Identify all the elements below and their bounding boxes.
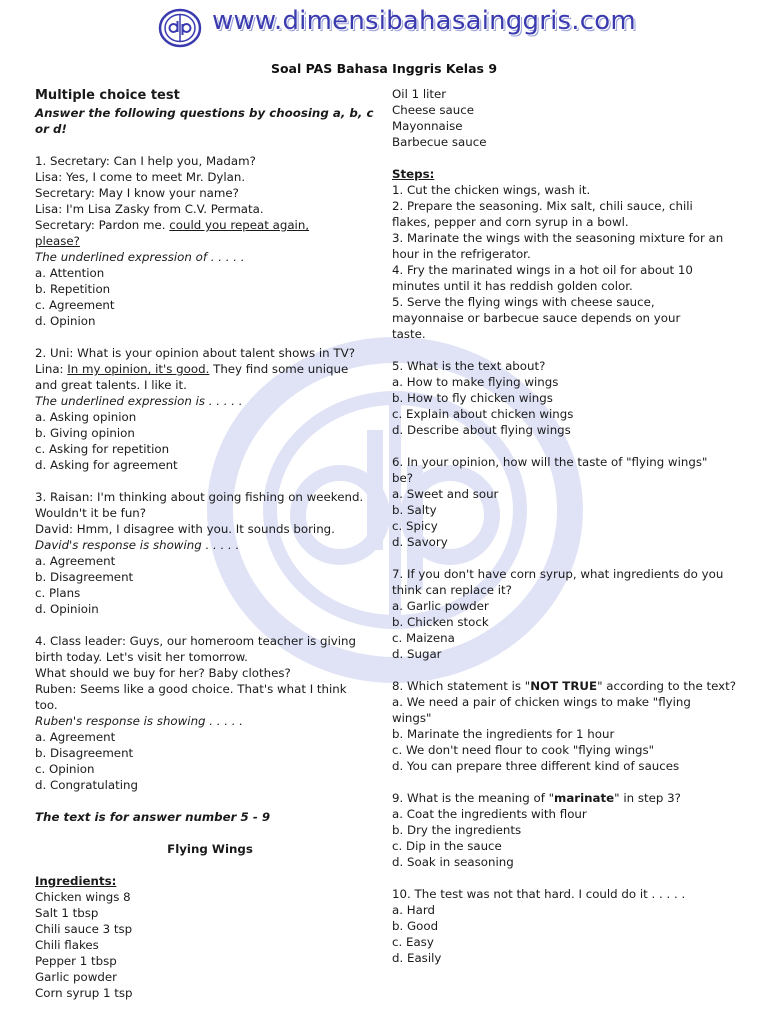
page-title: Soal PAS Bahasa Inggris Kelas 9 bbox=[270, 61, 498, 76]
ingredient-item: Pepper 1 tbsp bbox=[35, 954, 117, 968]
q4-line: Ruben: Seems like a good choice. That's what I think bbox=[35, 682, 347, 696]
q3-line: Wouldn't it be fun? bbox=[35, 506, 147, 520]
q9-line bbox=[392, 790, 738, 806]
option-b: b. Giving opinion bbox=[35, 426, 135, 440]
q3-prompt: David's response is showing . . . . . bbox=[35, 538, 240, 552]
q8-emphasis: NOT TRUE bbox=[530, 679, 598, 693]
ingredient-item: Corn syrup 1 tsp bbox=[35, 986, 133, 1000]
step-line: 1. Cut the chicken wings, wash it. bbox=[392, 183, 591, 197]
option-d: d. Opinion bbox=[35, 314, 96, 328]
page-header bbox=[0, 0, 768, 52]
q6-line: 6. In your opinion, how will the taste of "flying wings" bbox=[392, 455, 708, 469]
ingredient-item: Chicken wings 8 bbox=[35, 890, 131, 904]
q1-line: Secretary: May I know your name? bbox=[35, 186, 239, 200]
text-note: The text is for answer number 5 - 9 bbox=[35, 810, 271, 824]
option-b: b. Salty bbox=[392, 503, 437, 517]
q1-prompt: The underlined expression of . . . . . bbox=[35, 250, 245, 264]
option-d: d. Easily bbox=[392, 951, 442, 965]
q4-line: birth today. Let's visit her tomorrow. bbox=[35, 650, 248, 664]
option-a-cont: wings" bbox=[392, 711, 432, 725]
option-b: b. Dry the ingredients bbox=[392, 823, 522, 837]
q1-line: 1. Secretary: Can I help you, Madam? bbox=[35, 154, 256, 168]
q2-text: They find some unique bbox=[209, 362, 349, 376]
option-a: a. Garlic powder bbox=[392, 599, 489, 613]
step-line: flakes, pepper and corn syrup in a bowl. bbox=[392, 215, 629, 229]
option-b: b. Repetition bbox=[35, 282, 111, 296]
option-c: c. Dip in the sauce bbox=[392, 839, 502, 853]
question-6 bbox=[392, 454, 738, 550]
question-7 bbox=[392, 566, 738, 662]
q1-line: Lisa: I'm Lisa Zasky from C.V. Permata. bbox=[35, 202, 264, 216]
q7-line: think can replace it? bbox=[392, 583, 512, 597]
question-10 bbox=[392, 886, 738, 966]
q9-text: 9. What is the meaning of " bbox=[392, 791, 555, 805]
option-d: d. You can prepare three different kind of sauces bbox=[392, 759, 680, 773]
q2-prompt: The underlined expression is . . . . . bbox=[35, 394, 243, 408]
q1-underlined: please? bbox=[35, 234, 80, 248]
ingredient-item: Chili sauce 3 tsp bbox=[35, 922, 133, 936]
option-c: c. Maizena bbox=[392, 631, 455, 645]
option-c: c. Plans bbox=[35, 586, 81, 600]
q1-underlined: could you repeat again, bbox=[169, 218, 310, 232]
step-line: mayonnaise or barbecue sauce depends on your bbox=[392, 311, 681, 325]
ingredient-item: Oil 1 liter bbox=[392, 87, 447, 101]
option-d: d. Congratulating bbox=[35, 778, 138, 792]
q10-line: 10. The test was not that hard. I could do it . . . . . bbox=[392, 887, 686, 901]
option-a: a. Coat the ingredients with flour bbox=[392, 807, 587, 821]
q2-line: and great talents. I like it. bbox=[35, 378, 187, 392]
option-d: d. Soak in seasoning bbox=[392, 855, 514, 869]
q4-prompt: Ruben's response is showing . . . . . bbox=[35, 714, 244, 728]
option-b: b. How to fly chicken wings bbox=[392, 391, 553, 405]
q3-line: David: Hmm, I disagree with you. It sounds boring. bbox=[35, 522, 335, 536]
q5-line: 5. What is the text about? bbox=[392, 359, 546, 373]
q6-line: be? bbox=[392, 471, 414, 485]
option-a: a. Attention bbox=[35, 266, 105, 280]
step-line: 2. Prepare the seasoning. Mix salt, chili sauce, chili bbox=[392, 199, 693, 213]
step-line: taste. bbox=[392, 327, 426, 341]
steps-heading: Steps: bbox=[392, 167, 435, 181]
option-c: c. Spicy bbox=[392, 519, 438, 533]
option-b: b. Chicken stock bbox=[392, 615, 489, 629]
option-c: c. Explain about chicken wings bbox=[392, 407, 574, 421]
question-3 bbox=[35, 489, 385, 617]
ingredient-item: Salt 1 tbsp bbox=[35, 906, 99, 920]
q9-text: " in step 3? bbox=[614, 791, 681, 805]
option-b: b. Marinate the ingredients for 1 hour bbox=[392, 727, 615, 741]
option-d: d. Asking for agreement bbox=[35, 458, 178, 472]
q1-line bbox=[35, 217, 385, 233]
ingredient-item: Mayonnaise bbox=[392, 119, 463, 133]
q3-line: 3. Raisan: I'm thinking about going fishing on weekend. bbox=[35, 490, 364, 504]
q4-line: 4. Class leader: Guys, our homeroom teacher is giving bbox=[35, 634, 357, 648]
option-b: b. Good bbox=[392, 919, 439, 933]
option-d: d. Describe about flying wings bbox=[392, 423, 571, 437]
q8-line bbox=[392, 678, 738, 694]
question-4 bbox=[35, 633, 385, 793]
q2-underlined: In my opinion, it's good. bbox=[67, 362, 210, 376]
right-column bbox=[392, 86, 738, 966]
step-line: 5. Serve the flying wings with cheese sauce, bbox=[392, 295, 655, 309]
step-line: minutes until it has reddish golden color. bbox=[392, 279, 633, 293]
option-a: a. Agreement bbox=[35, 730, 116, 744]
q7-line: 7. If you don't have corn syrup, what ingredients do you bbox=[392, 567, 724, 581]
q8-text: 8. Which statement is " bbox=[392, 679, 531, 693]
q2-text: Lina: bbox=[35, 362, 68, 376]
dbi-logo-icon bbox=[158, 8, 202, 48]
option-b: b. Disagreement bbox=[35, 746, 134, 760]
option-c: c. Easy bbox=[392, 935, 434, 949]
option-d: d. Savory bbox=[392, 535, 448, 549]
step-line: 3. Marinate the wings with the seasoning mixture for an bbox=[392, 231, 724, 245]
option-a: a. Agreement bbox=[35, 554, 116, 568]
ingredient-item: Chili flakes bbox=[35, 938, 99, 952]
instruction: Answer the following questions by choosing a, b, c or d! bbox=[35, 106, 374, 136]
q2-line bbox=[35, 361, 385, 377]
site-url: www.dimensibahasainggris.com bbox=[212, 6, 636, 36]
option-a: a. Hard bbox=[392, 903, 435, 917]
option-d: d. Opinioin bbox=[35, 602, 99, 616]
option-c: c. Asking for repetition bbox=[35, 442, 170, 456]
q4-line: too. bbox=[35, 698, 58, 712]
q1-line: Lisa: Yes, I come to meet Mr. Dylan. bbox=[35, 170, 246, 184]
q2-line: 2. Uni: What is your opinion about talent shows in TV? bbox=[35, 346, 355, 360]
option-b: b. Disagreement bbox=[35, 570, 134, 584]
ingredient-item: Garlic powder bbox=[35, 970, 117, 984]
option-c: c. Agreement bbox=[35, 298, 115, 312]
option-a: a. Asking opinion bbox=[35, 410, 137, 424]
ingredient-item: Cheese sauce bbox=[392, 103, 474, 117]
question-1 bbox=[35, 153, 385, 329]
q8-text: " according to the text? bbox=[597, 679, 737, 693]
step-line: 4. Fry the marinated wings in a hot oil for about 10 bbox=[392, 263, 693, 277]
q9-emphasis: marinate bbox=[554, 791, 615, 805]
ingredient-item: Barbecue sauce bbox=[392, 135, 487, 149]
option-a: a. How to make flying wings bbox=[392, 375, 559, 389]
option-a: a. We need a pair of chicken wings to make "flying bbox=[392, 695, 691, 709]
question-8 bbox=[392, 678, 738, 774]
question-9 bbox=[392, 790, 738, 870]
question-2 bbox=[35, 345, 385, 473]
section-heading: Multiple choice test bbox=[35, 88, 180, 103]
q1-text: Secretary: Pardon me. bbox=[35, 218, 170, 232]
option-c: c. We don't need flour to cook "flying wings" bbox=[392, 743, 655, 757]
q4-line: What should we buy for her? Baby clothes? bbox=[35, 666, 291, 680]
text-title: Flying Wings bbox=[167, 842, 253, 856]
option-a: a. Sweet and sour bbox=[392, 487, 499, 501]
option-d: d. Sugar bbox=[392, 647, 442, 661]
step-line: hour in the refrigerator. bbox=[392, 247, 531, 261]
left-column bbox=[35, 86, 385, 1001]
ingredients-heading: Ingredients: bbox=[35, 874, 117, 888]
option-c: c. Opinion bbox=[35, 762, 95, 776]
question-5 bbox=[392, 358, 738, 438]
